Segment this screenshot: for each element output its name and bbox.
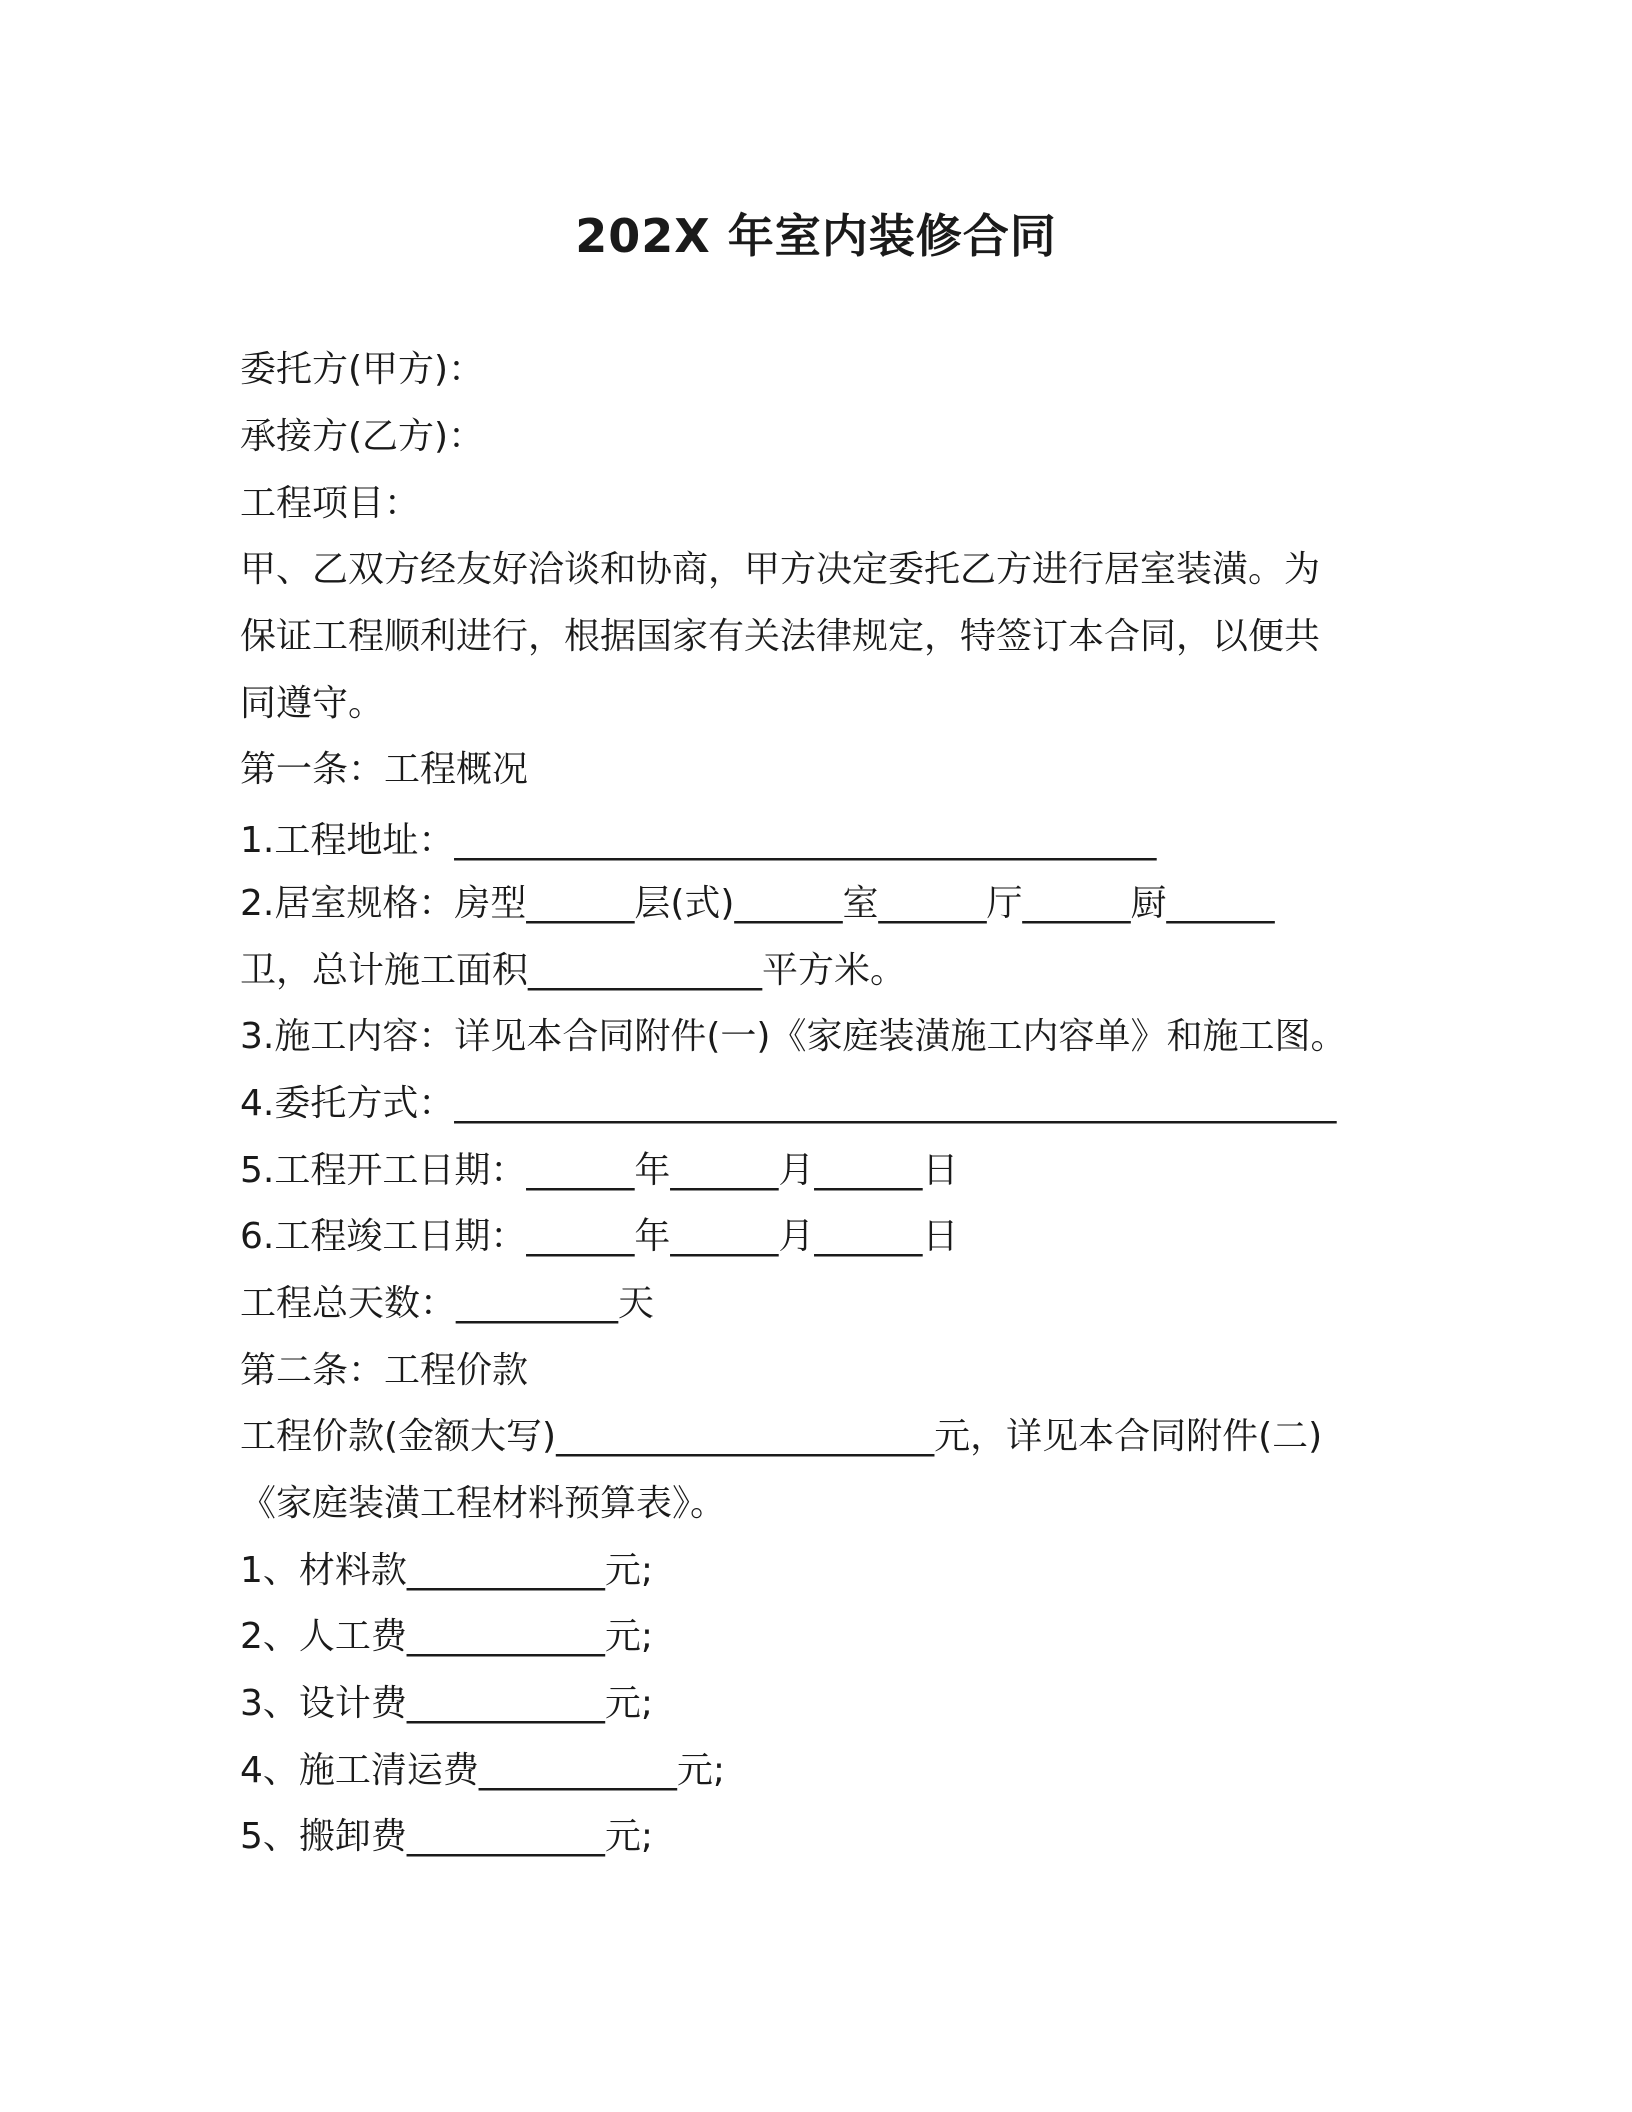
fee-item-labor: 2、人工费___________元; bbox=[240, 1616, 654, 1657]
total-days-line: 工程总天数：_________天 bbox=[240, 1283, 655, 1324]
intro-line-2: 保证工程顺利进行，根据国家有关法律规定，特签订本合同，以便共 bbox=[240, 616, 1321, 657]
article2-heading: 第二条：工程价款 bbox=[240, 1350, 529, 1391]
party-b-line: 承接方(乙方)： bbox=[240, 416, 485, 457]
price-line-2: 《家庭装潢工程材料预算表》。 bbox=[240, 1483, 727, 1524]
fee-item-moving: 5、搬卸费___________元; bbox=[240, 1816, 654, 1857]
method-line: 4.委托方式：_________________________________________________ bbox=[240, 1083, 1337, 1124]
end-date-line: 6.工程竣工日期：______年______月______日 bbox=[240, 1216, 959, 1257]
project-line: 工程项目： bbox=[240, 483, 421, 524]
document-title: 202X 年室内装修合同 bbox=[575, 209, 1057, 263]
party-a-line: 委托方(甲方)： bbox=[240, 349, 485, 390]
content-line: 3.施工内容：详见本合同附件(一)《家庭装潢施工内容单》和施工图。 bbox=[240, 1016, 1347, 1057]
address-line: 1.工程地址：_______________________________________ bbox=[240, 820, 1157, 861]
fee-item-cleanup: 4、施工清运费___________元; bbox=[240, 1750, 726, 1791]
spec-line-1: 2.居室规格：房型______层(式)______室______厅______厨______ bbox=[240, 883, 1275, 924]
article1-heading: 第一条：工程概况 bbox=[240, 749, 529, 790]
intro-line-1: 甲、乙双方经友好洽谈和协商，甲方决定委托乙方进行居室装潢。为 bbox=[240, 549, 1321, 590]
fee-item-materials: 1、材料款___________元; bbox=[240, 1550, 654, 1591]
spec-line-2: 卫，总计施工面积_____________平方米。 bbox=[240, 950, 907, 991]
start-date-line: 5.工程开工日期：______年______月______日 bbox=[240, 1150, 959, 1191]
price-line-1: 工程价款(金额大写)_____________________元，详见本合同附件(二) bbox=[240, 1416, 1323, 1457]
fee-item-design: 3、设计费___________元; bbox=[240, 1683, 654, 1724]
intro-line-3: 同遵守。 bbox=[240, 683, 385, 724]
